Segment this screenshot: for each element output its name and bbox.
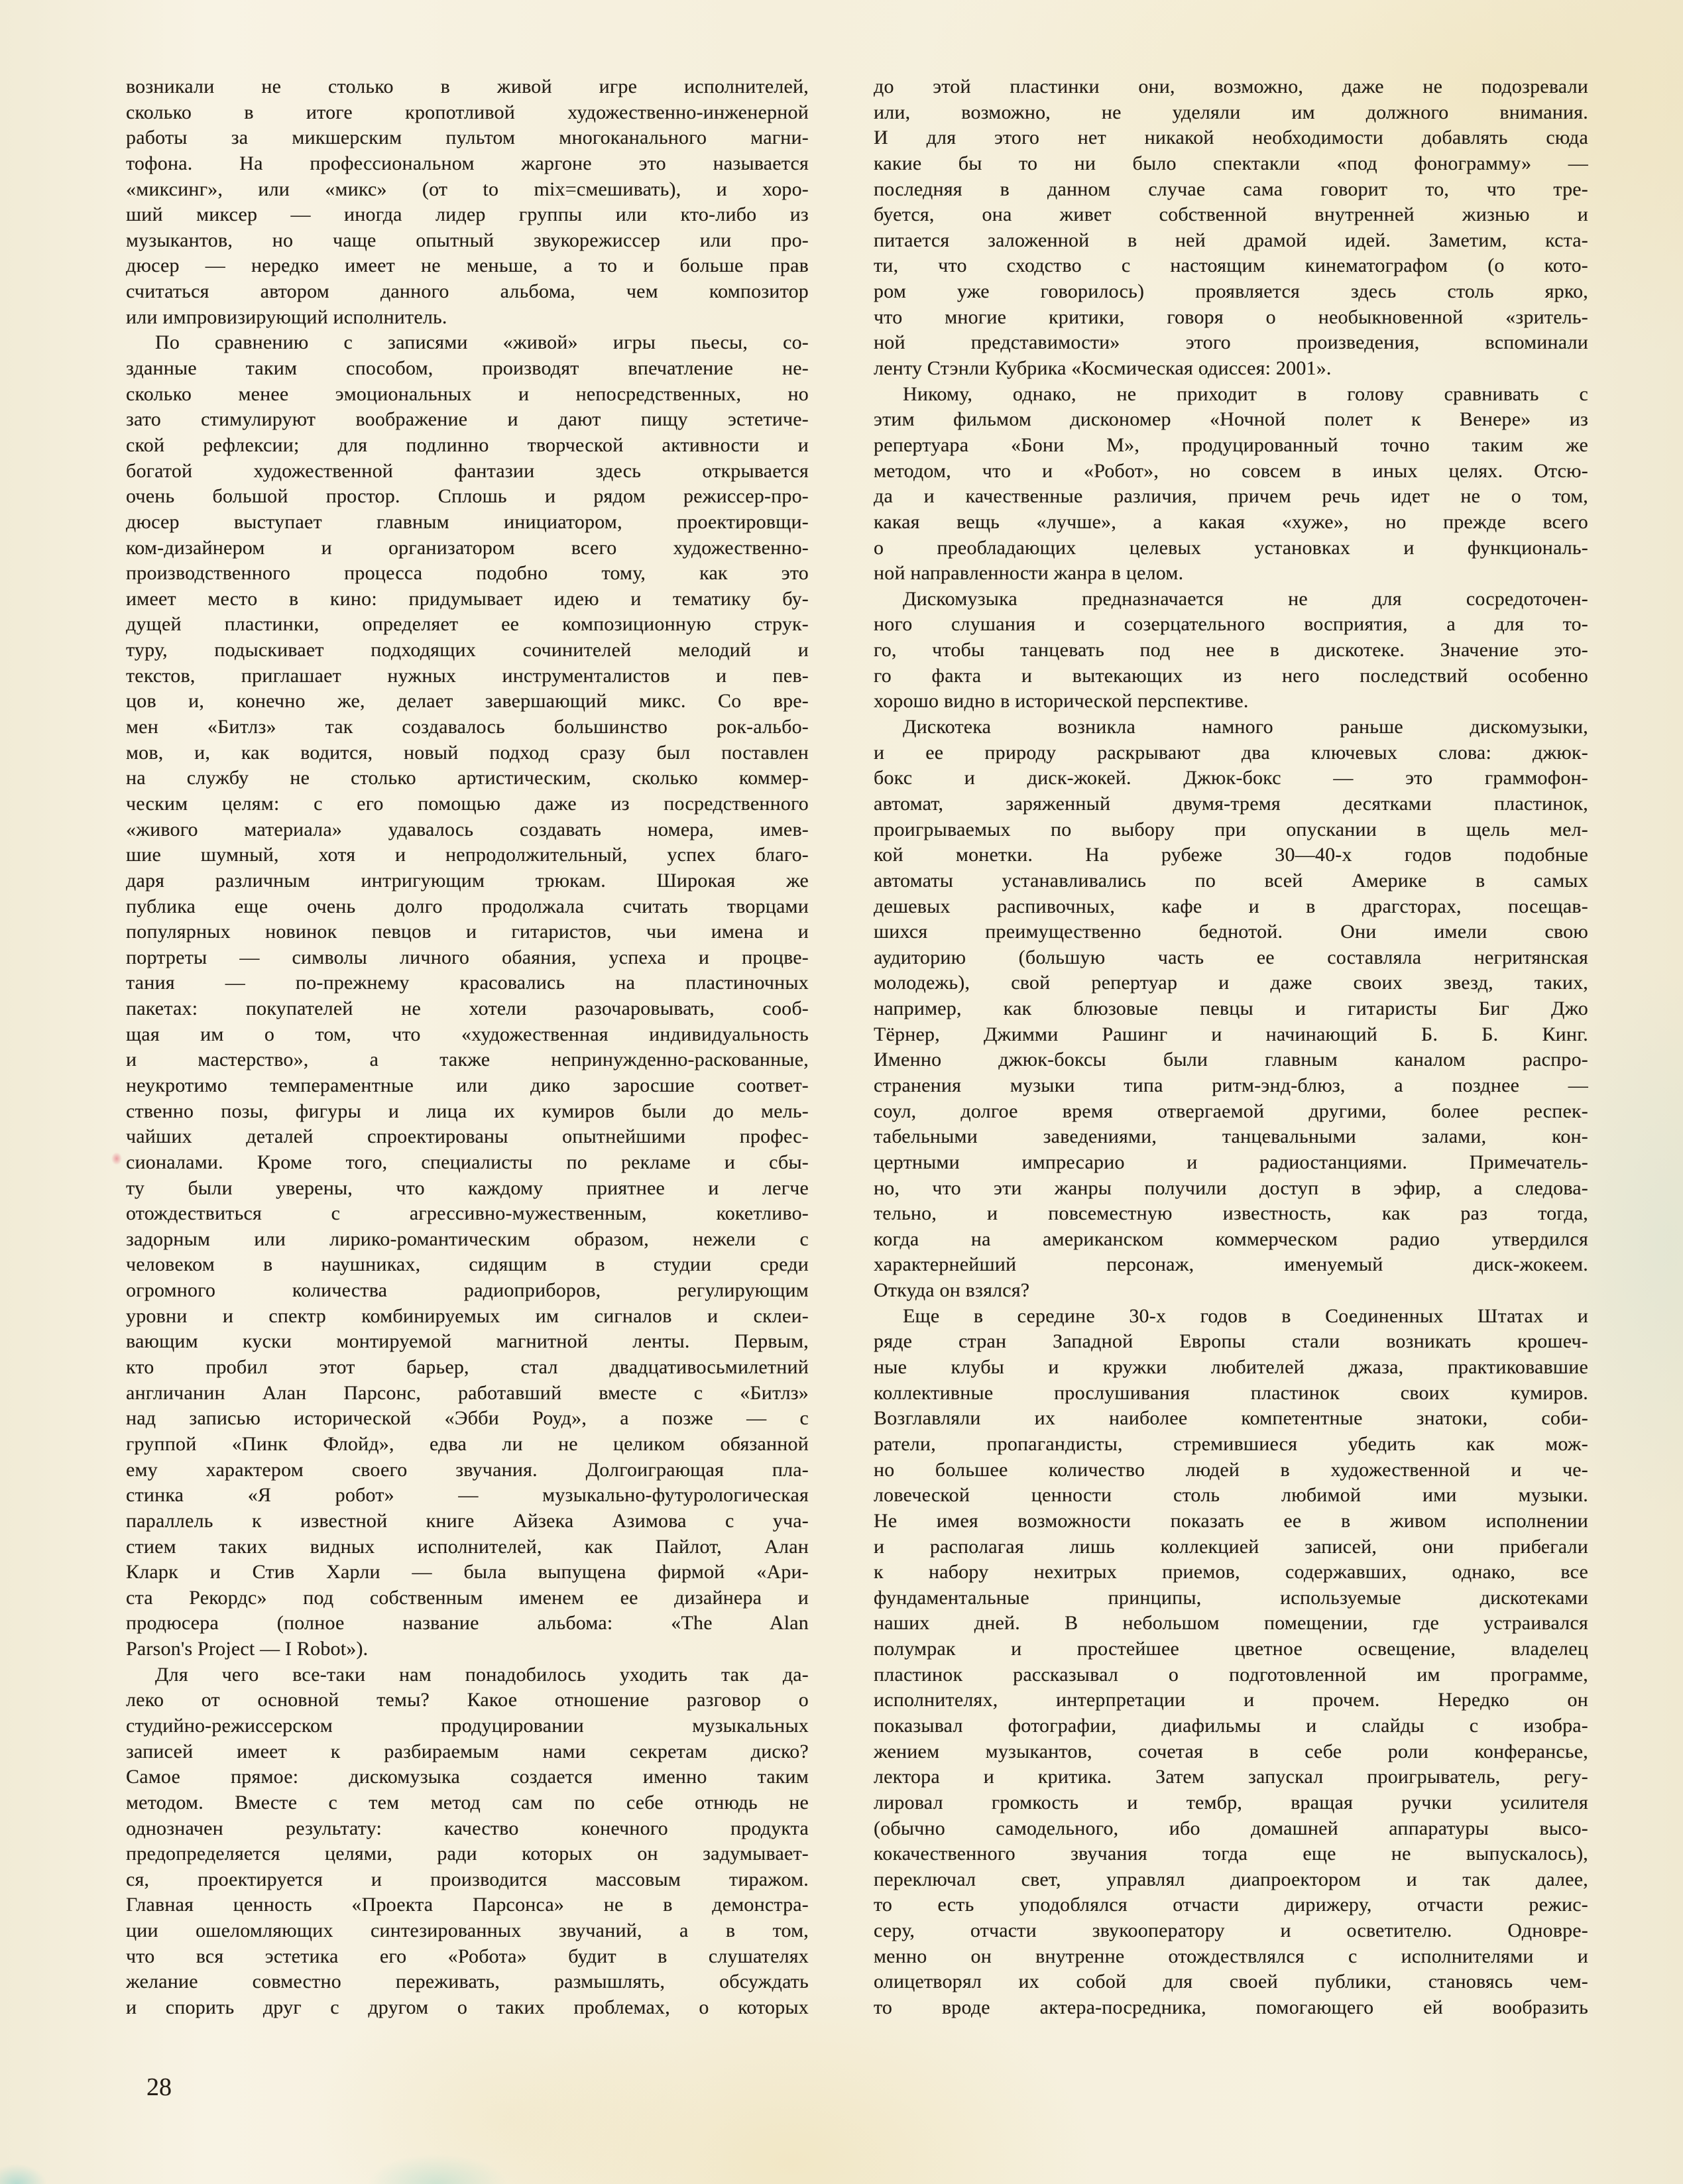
text-line: методом, что и «Робот», но совсем в иных целях. Отсю- (874, 459, 1588, 482)
text-line: Не имея возможности показать ее в живом исполнении (874, 1509, 1588, 1532)
text-line: По сравнению с записями «живой» игры пьесы, со- (155, 331, 809, 354)
text-line: полумрак и простейшее цветное освещение, владелец (874, 1638, 1588, 1660)
text-line: ту были уверены, что каждому приятнее и легче (126, 1177, 809, 1199)
text-line: ший миксер — иногда лидер группы или кто-либо из (126, 203, 809, 226)
text-line: стинка «Я робот» — музыкально-футурологическая (126, 1484, 809, 1507)
text-line: вающим куски монтируемой магнитной ленты. Первым, (126, 1330, 809, 1353)
text-line: наших дней. В небольшом помещении, где устраивался (874, 1612, 1588, 1635)
text-line: Никому, однако, не приходит в голову сравнивать с (903, 382, 1588, 405)
text-line: зданные таким способом, производят впечатление не- (126, 357, 809, 380)
text-line: тельно, и повсеместную известность, как раз тогда, (874, 1202, 1588, 1225)
page-number: 28 (146, 2073, 172, 2101)
text-line: Еще в середине 30-х годов в Соединенных Штатах и (903, 1304, 1588, 1327)
text-line: дущей пластинки, определяет ее композиционную струк- (126, 613, 809, 636)
text-line: жением музыкантов, сочетая в себе роли конферансье, (874, 1740, 1588, 1762)
text-line: чайших деталей спроектированы опытнейшими профес- (126, 1125, 809, 1148)
text-line: переключал свет, управлял диапроектором и так далее, (874, 1868, 1588, 1890)
text-line: задорным или лирико-романтическим образом, нежели с (126, 1228, 809, 1250)
text-line: Тёрнер, Джимми Рашинг и начинающий Б. Б. Кинг. (874, 1023, 1588, 1045)
text-line: ста Рекордс» под собственным именем ее дизайнера и (126, 1586, 809, 1609)
text-line: предопределяется целями, ради которых он задумывает- (126, 1843, 809, 1865)
text-line: ции ошеломляющих синтезированных звучаний, а в том, (126, 1920, 809, 1942)
text-line: пластинок рассказывал о подготовленной им программе, (874, 1663, 1588, 1686)
text-line: возникали не столько в живой игре исполнителей, (126, 76, 809, 97)
text-line: или импровизирующий исполнитель. (126, 306, 447, 328)
text-line: да и качественные различия, причем речь идет не о том, (874, 485, 1588, 508)
text-line: текстов, приглашает нужных инструменталистов и пев- (126, 664, 809, 687)
text-line: странения музыки типа ритм-энд-блюз, а позднее — (874, 1074, 1588, 1096)
text-line: буется, она живет собственной внутренней жизнью и (874, 203, 1588, 226)
text-line: дюсер выступает главным инициатором, проектировщи- (126, 510, 809, 533)
text-line: методом. Вместе с тем метод сам по себе отнюдь не (126, 1791, 809, 1813)
text-line: шихся преимущественно беднотой. Они имели свою (874, 921, 1588, 943)
text-line: уровни и спектр комбинируемых им сигналов и склеи- (126, 1304, 809, 1327)
text-line: Именно джюк-боксы были главным каналом распро- (874, 1049, 1588, 1071)
text-column-right (874, 74, 1588, 2021)
text-line: считаться автором данного альбома, чем композитор (126, 280, 809, 303)
text-line: очень большой простор. Сплошь и рядом режиссер-про- (126, 485, 809, 508)
text-line: показывал фотографии, диафильмы и слайды с изобра- (874, 1715, 1588, 1737)
text-line: англичанин Алан Парсонс, работавший вместе с «Битлз» (126, 1381, 809, 1404)
text-line: коллективные прослушивания пластинок своих кумиров. (874, 1381, 1588, 1404)
text-line: студийно-режиссерском продуцировании музыкальных (126, 1715, 809, 1737)
text-line: Дискомузыка предназначается не для сосредоточен- (903, 587, 1588, 610)
text-line: ему характером своего звучания. Долгоиграющая пла- (126, 1458, 809, 1481)
text-line: то вроде актера-посредника, помогающего ей вообразить (874, 1996, 1588, 2019)
text-line: или, возможно, не уделяли им должного внимания. (874, 101, 1588, 123)
text-line: записей имеет к разбираемым нами секретам диско? (126, 1740, 809, 1762)
text-line: ти, что сходство с настоящим кинематографом (о кото- (874, 255, 1588, 277)
text-line: аудиторию (большую часть ее составляла негритянская (874, 946, 1588, 968)
text-line: автоматы устанавливались по всей Америке в самых (874, 869, 1588, 891)
text-line: мен «Битлз» так создавалось большинство рок-альбо- (126, 716, 809, 738)
text-line: «миксинг», или «микс» (от to mix=смешивать), и хоро- (126, 178, 809, 200)
text-line: популярных новинок певцов и гитаристов, чьи имена и (126, 921, 809, 943)
text-line: питается заложенной в ней драмой идей. Заметим, кста- (874, 229, 1588, 251)
text-line: этим фильмом дискономер «Ночной полет к Венере» из (874, 408, 1588, 431)
text-line: то есть уподоблялся отчасти дирижеру, отчасти режис- (874, 1894, 1588, 1916)
text-line: автомат, заряженный двумя-тремя десятками пластинок, (874, 792, 1588, 815)
text-line: и спорить друг с другом о таких проблемах, о которых (126, 1996, 809, 2019)
text-line: кто пробил этот барьер, стал двадцативосьмилетний (126, 1356, 809, 1379)
text-line: тания — по-прежнему красовались на пластиночных (126, 972, 809, 994)
text-line: ческим целям: с его помощью даже из посредственного (126, 792, 809, 815)
text-line: шие шумный, хотя и непродолжительный, успех благо- (126, 844, 809, 866)
text-line: но большее количество людей в художественной и че- (874, 1458, 1588, 1481)
text-line: ственно позы, фигуры и лица их кумиров были до мель- (126, 1100, 809, 1122)
text-line: Кларк и Стив Харли — была выпущена фирмой «Ари- (126, 1561, 809, 1583)
text-line: фундаментальные принципы, используемые дискотеками (874, 1586, 1588, 1609)
text-line: кой монетки. На рубеже 30—40-х годов подобные (874, 844, 1588, 866)
text-line: отождествиться с агрессивно-мужественным, кокетливо- (126, 1202, 809, 1225)
text-line: дешевых распивочных, кафе и в драгсторах, посещав- (874, 895, 1588, 917)
text-line: цов и, конечно же, делает завершающий микс. Со вре- (126, 690, 809, 713)
text-line: молодежь), свой репертуар и даже своих звезд, таких, (874, 972, 1588, 994)
text-line: И для этого нет никакой необходимости добавлять сюда (874, 127, 1588, 149)
text-line: но, что эти жанры получили доступ в эфир, а следова- (874, 1177, 1588, 1199)
text-line: стием таких видных исполнителей, как Пайлот, Алан (126, 1535, 809, 1558)
text-line: цертными импресарио и радиостанциями. Примечатель- (874, 1151, 1588, 1173)
text-line: на службу не столько артистическим, сколько коммер- (126, 767, 809, 789)
text-line: желание совместно переживать, размышлять, обсуждать (126, 1971, 809, 1993)
text-line: Возглавляли их наиболее компетентные знатоки, соби- (874, 1407, 1588, 1430)
text-line: ся, проектируется и производится массовым тиражом. (126, 1868, 809, 1890)
text-line: го факта и вытекающих из него последствий особенно (874, 664, 1588, 687)
text-line: сионалами. Кроме того, специалисты по рекламе и сбы- (126, 1151, 809, 1173)
text-line: щая им о том, что «художественная индивидуальность (126, 1023, 809, 1045)
text-line: Parson's Project — I Robot»). (126, 1638, 369, 1660)
text-line: зато стимулируют воображение и дают пищу эстетиче- (126, 408, 809, 431)
text-line: ром уже говорилось) проявляется здесь столь ярко, (874, 280, 1588, 303)
text-line: менно он внутренне отождествлялся с исполнителями и (874, 1945, 1588, 1967)
text-line: какие бы то ни было спектакли «под фонограмму» — (874, 152, 1588, 174)
text-line: сколько менее эмоциональных и непосредственных, но (126, 382, 809, 405)
text-line: ряде стран Западной Европы стали возникать крошеч- (874, 1330, 1588, 1353)
text-line: Дискотека возникла намного раньше дискомузыки, (903, 716, 1588, 738)
text-line: мов, и, как водится, новый подход сразу был поставлен (126, 741, 809, 764)
text-line: огромного количества радиоприборов, регулирующим (126, 1279, 809, 1302)
text-line: музыкантов, но чаще опытный звукорежиссер или про- (126, 229, 809, 251)
text-line: лектора и критика. Затем запускал проигрыватель, регу- (874, 1766, 1588, 1788)
text-column-left (126, 74, 809, 2021)
text-line: продюсера (полное название альбома: «The Alan (126, 1612, 809, 1635)
text-line: неукротимо темпераментные или дико заросшие соответ- (126, 1074, 809, 1096)
text-line: лировал громкость и тембр, вращая ручки усилителя (874, 1791, 1588, 1813)
text-line: имеет место в кино: придумывает идею и тематику бу- (126, 587, 809, 610)
text-line: когда на американском коммерческом радио утвердился (874, 1228, 1588, 1250)
text-line: ской рефлексии; для подлинно творческой активности и (126, 433, 809, 456)
text-line: ной представимости» этого произведения, вспоминали (874, 331, 1588, 354)
text-line: сколько в итоге кропотливой художественно-инженерной (126, 101, 809, 123)
text-line: исполнителях, интерпретации и прочем. Нередко он (874, 1689, 1588, 1711)
text-line: группой «Пинк Флойд», едва ли не целиком обязанной (126, 1432, 809, 1455)
text-line: ного слушания и созерцательного восприятия, а для то- (874, 613, 1588, 636)
text-line: ком-дизайнером и организатором всего художественно- (126, 536, 809, 559)
text-line: однозначен результату: качество конечного продукта (126, 1817, 809, 1839)
text-line: и ее природу раскрывают два ключевых слова: джюк- (874, 741, 1588, 764)
text-line: последняя в данном случае сама говорит то, что тре- (874, 178, 1588, 200)
text-line: к набору нехитрых приемов, содержавших, однако, все (874, 1561, 1588, 1583)
text-line: соул, долгое время отвергаемой другими, более респек- (874, 1100, 1588, 1122)
text-line: дюсер — нередко имеет не меньше, а то и больше прав (126, 255, 809, 277)
text-line: туру, подыскивает подходящих сочинителей мелодий и (126, 639, 809, 661)
text-line: кокачественного звучания тогда еще не выпускалось), (874, 1843, 1588, 1865)
text-line: ной направленности жанра в целом. (874, 562, 1184, 585)
text-line: Откуда он взялся? (874, 1279, 1030, 1302)
text-line: Для чего все-таки нам понадобилось уходить так да- (155, 1663, 809, 1686)
text-line: Главная ценность «Проекта Парсонса» не в демонстра- (126, 1894, 809, 1916)
text-line: проигрываемых по выбору при опускании в щель мел- (874, 818, 1588, 840)
text-line: ные клубы и кружки любителей джаза, практиковавшие (874, 1356, 1588, 1379)
text-line: олицетворял их собой для своей публики, становясь чем- (874, 1971, 1588, 1993)
text-line: пакетах: покупателей не хотели разочаровывать, сооб- (126, 998, 809, 1020)
text-line: тофона. На профессиональном жаргоне это называется (126, 152, 809, 174)
text-line: производственного процесса подобно тому, как это (126, 562, 809, 585)
text-line: бокс и диск-жокей. Джюк-бокс — это граммофон- (874, 767, 1588, 789)
text-line: что вся эстетика его «Робота» будит в слушателях (126, 1945, 809, 1967)
text-line: до этой пластинки они, возможно, даже не подозревали (874, 76, 1588, 97)
text-line: даря различным интригующим трюкам. Широкая же (126, 869, 809, 891)
text-line: что многие критики, говоря о необыкновенной «зритель- (874, 306, 1588, 328)
text-line: ратели, пропагандисты, стремившиеся убедить как мож- (874, 1432, 1588, 1455)
text-line: ленту Стэнли Кубрика «Космическая одиссея: 2001». (874, 357, 1332, 380)
text-line: например, как блюзовые певцы и гитаристы Биг Джо (874, 998, 1588, 1020)
text-line: ловеческой ценности столь любимой ими музыки. (874, 1484, 1588, 1507)
text-line: и располагая лишь коллекцией записей, они прибегали (874, 1535, 1588, 1558)
text-line: человеком в наушниках, сидящим в студии среди (126, 1253, 809, 1276)
text-line: публика еще очень долго продолжала считать творцами (126, 895, 809, 917)
text-line: портреты — символы личного обаяния, успеха и процве- (126, 946, 809, 968)
text-line: работы за микшерским пультом многоканального магни- (126, 127, 809, 149)
text-line: (обычно самодельного, ибо домашней аппаратуры высо- (874, 1817, 1588, 1839)
text-line: характернейший персонаж, именуемый диск-жокеем. (874, 1253, 1588, 1276)
text-line: о преобладающих целевых установках и функциональ- (874, 536, 1588, 559)
text-line: «живого материала» удавалось создавать номера, имев- (126, 818, 809, 840)
text-line: табельными заведениями, танцевальными залами, кон- (874, 1125, 1588, 1148)
text-line: го, чтобы танцевать под нее в дискотеке. Значение это- (874, 639, 1588, 661)
text-line: и мастерство», а также непринужденно-раскованные, (126, 1049, 809, 1071)
text-line: богатой художественной фантазии здесь открывается (126, 459, 809, 482)
text-line: леко от основной темы? Какое отношение разговор о (126, 1689, 809, 1711)
text-line: Самое прямое: дискомузыка создается именно таким (126, 1766, 809, 1788)
text-line: какая вещь «лучше», а какая «хуже», но прежде всего (874, 510, 1588, 533)
text-line: хорошо видно в исторической перспективе. (874, 690, 1249, 713)
text-line: серу, отчасти звукооператору и осветителю. Одновре- (874, 1920, 1588, 1942)
text-line: репертуара «Бони М», продуцированный точно таким же (874, 433, 1588, 456)
text-line: параллель к известной книге Айзека Азимова с уча- (126, 1509, 809, 1532)
text-line: над записью исторической «Эбби Роуд», а позже — с (126, 1407, 809, 1430)
